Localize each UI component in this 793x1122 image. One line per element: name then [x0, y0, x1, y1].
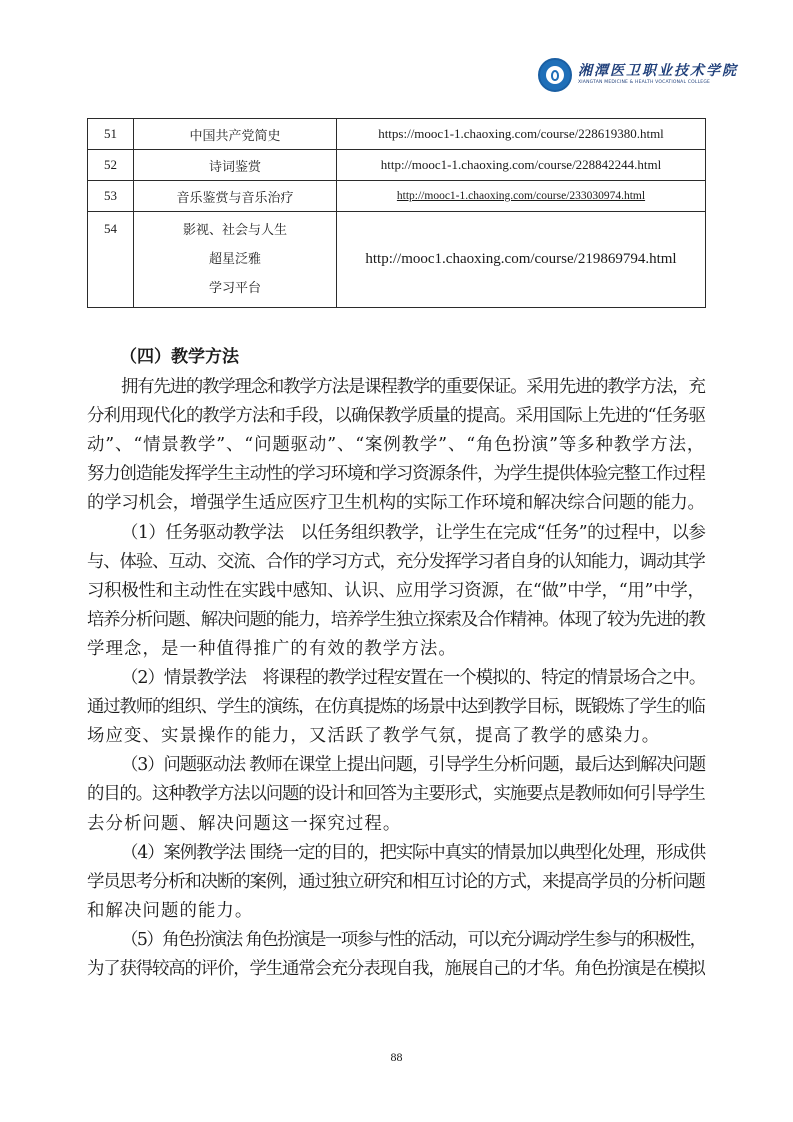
paragraph-line: 培养分析问题、解决问题的能力，培养学生独立探索及合作精神。体现了较为先进的教	[87, 609, 705, 630]
paragraph-line: 场应变、实景操作的能力，又活跃了教学气氛，提高了教学的感染力。	[87, 726, 661, 747]
paragraph-line: 学理念，是一种值得推广的有效的教学方法。	[87, 638, 457, 659]
paragraph-line: 努力创造能发挥学生主动性的学习环境和学习资源条件，为学生提供体验完整工作过程	[87, 464, 705, 485]
row-number: 52	[88, 150, 134, 181]
page-number: 88	[390, 1050, 403, 1064]
paragraph-line: 动”、“情景教学”、“问题驱动”、“案例教学”、“角色扮演”等多种教学方法，	[87, 435, 706, 456]
course-url-link[interactable]: http://mooc1-1.chaoxing.com/course/233030974.html	[337, 181, 706, 212]
table-row	[88, 212, 706, 308]
paragraph-line: 通过教师的组织、学生的演练，在仿真提炼的场景中达到教学目标，既锻炼了学生的临	[87, 697, 705, 718]
course-name-line: 超星泛雅	[208, 252, 261, 267]
paragraph-first-line: （5）角色扮演法 角色扮演是一项参与性的活动，可以充分调动学生参与的积极性，	[121, 929, 706, 950]
course-name	[134, 212, 337, 308]
row-number: 53	[88, 181, 134, 212]
course-table	[87, 118, 706, 308]
paragraph-first-line: （2）情景教学法 将课程的教学过程安置在一个模拟的、特定的情景场合之中。	[121, 668, 706, 688]
course-url[interactable]: http://mooc1.chaoxing.com/course/219869794.html	[337, 212, 706, 308]
course-name-line: 影视、社会与人生	[182, 223, 287, 238]
paragraph-line: 习积极性和主动性在实践中感知、认识、应用学习资源，在“做”中学，“用”中学，	[87, 580, 705, 601]
paragraph-first-line: 拥有先进的教学理念和教学方法是课程教学的重要保证。采用先进的教学方法，充	[121, 377, 705, 397]
paragraph-first-line: （4）案例教学法 围绕一定的目的，把实际中真实的情景加以典型化处理，形成供	[121, 842, 705, 863]
course-name-line: 学习平台	[208, 281, 261, 296]
paragraph-line: 和解决问题的能力。	[87, 900, 254, 921]
row-number: 51	[88, 119, 134, 150]
row-number: 54	[88, 212, 134, 308]
course-url[interactable]: https://mooc1-1.chaoxing.com/course/228619380.html	[337, 119, 706, 150]
paragraph-line: 学员思考分析和决断的案例，通过独立研究和相互讨论的方式，来提高学员的分析问题	[87, 871, 705, 892]
table-row	[88, 181, 706, 212]
paragraph-line: 的学习机会，增强学生适应医疗卫生机构的实际工作环境和解决综合问题的能力。	[87, 493, 705, 514]
college-emblem-icon	[538, 58, 572, 92]
course-name: 中国共产党简史	[134, 119, 337, 150]
course-name: 诗词鉴赏	[134, 150, 337, 181]
paragraph-first-line: （1）任务驱动教学法 以任务组织教学，让学生在完成“任务”的过程中，以参	[121, 522, 706, 543]
paragraph-line: 与、体验、互动、交流、合作的学习方式，充分发挥学习者自身的认知能力，调动其学	[87, 551, 705, 572]
paragraph-first-line: （3）问题驱动法 教师在课堂上提出问题，引导学生分析问题，最后达到解决问题	[121, 755, 705, 776]
logo-english-name: XIANGTAN MEDICINE & HEALTH VOCATIONAL COLLEGE	[578, 80, 711, 85]
course-name: 音乐鉴赏与音乐治疗	[134, 181, 337, 212]
paragraph-line: 分利用现代化的教学方法和手段，以确保教学质量的提高。采用国际上先进的“任务驱	[87, 406, 706, 427]
course-url[interactable]: http://mooc1-1.chaoxing.com/course/228842244.html	[337, 150, 706, 181]
section-heading: （四）教学方法	[120, 347, 239, 367]
table-row	[88, 150, 706, 181]
paragraph-line: 的目的。这种教学方法以问题的设计和回答为主要形式，实施要点是教师如何引导学生	[87, 784, 705, 805]
table-row	[88, 119, 706, 150]
college-logo	[538, 58, 738, 94]
logo-chinese-name: 湘潭医卫职业技术学院	[578, 63, 738, 79]
paragraph-line: 去分析问题、解决问题这一探究过程。	[87, 813, 402, 834]
paragraph-line: 为了获得较高的评价，学生通常会充分表现自我，施展自己的才华。角色扮演是在模拟	[87, 959, 705, 979]
